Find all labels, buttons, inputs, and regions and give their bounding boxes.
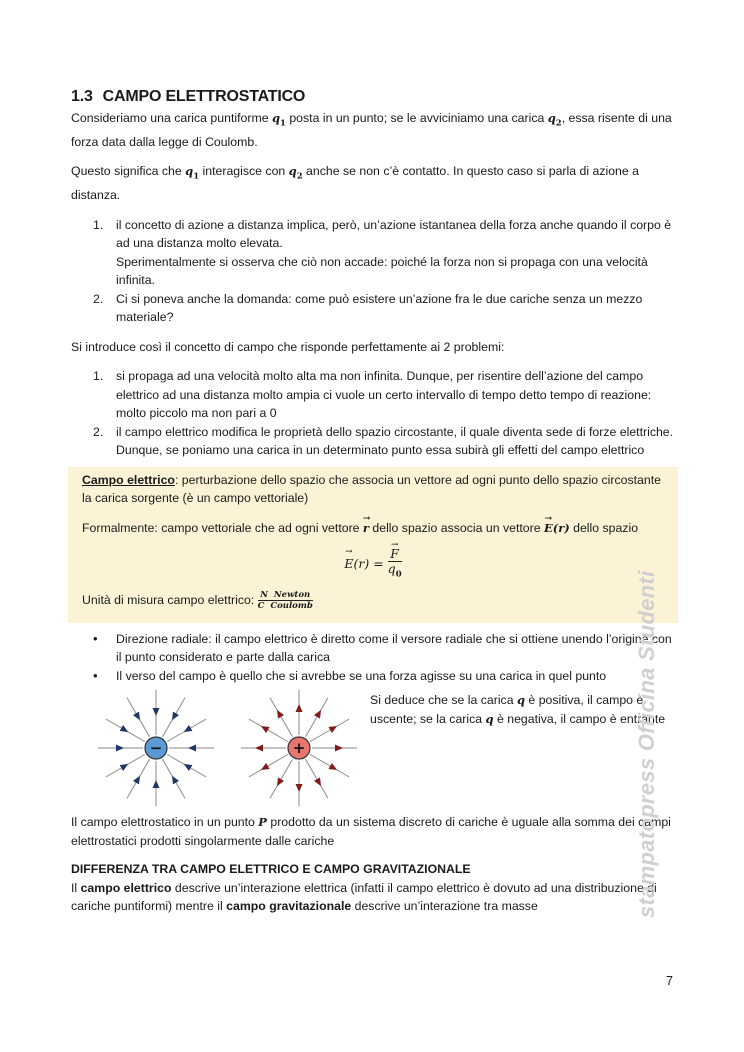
list-number: 1. <box>93 369 104 384</box>
text: , essa risente di una forza data dalla legge di Coulomb. <box>71 111 672 149</box>
negative-charge-field-diagram <box>93 688 219 808</box>
positive-charge-sign: + <box>292 739 306 758</box>
negative-arrowhead <box>184 764 193 771</box>
numerator <box>388 547 402 562</box>
numbered-list-solutions <box>71 367 675 460</box>
text: descrive un’interazione elettrica (infatti il campo elettrico è dovuto ad una distribuzione di cariche puntiformi) mentre il <box>71 880 657 914</box>
positive-field-line <box>249 755 288 778</box>
text: è positiva, il campo è uscente; se la carica <box>370 693 644 726</box>
positive-arrowhead <box>277 778 284 787</box>
positive-arrowhead <box>314 778 321 787</box>
positive-arrowhead <box>328 763 337 770</box>
numerator: N Newton <box>258 590 313 601</box>
positive-arrowhead <box>296 704 303 712</box>
text: prodotto da un sistema discreto di cariche è uguale alla somma dei campi elettrostatici prodotti singolarmente dalle cariche <box>71 815 671 848</box>
definition-text <box>82 471 664 508</box>
subsection-title: DIFFERENZA TRA CAMPO ELETTRICO E CAMPO GRAVITAZIONALE <box>71 862 471 877</box>
E: → E <box>544 519 553 538</box>
negative-arrowhead <box>116 745 124 752</box>
list-number: 1. <box>93 217 104 232</box>
text: Il campo elettrostatico in un punto <box>71 815 259 830</box>
text: interagisce con <box>199 164 289 179</box>
list-text: il concetto di azione a distanza implica, però, un’azione istantanea della forza anche quando il corpo è ad una distanza molto elevata. <box>116 217 672 251</box>
negative-arrowhead <box>153 708 160 716</box>
q: q <box>288 164 297 179</box>
positive-field-line <box>310 755 349 778</box>
q: q <box>387 561 396 577</box>
paragraph-action-at-distance <box>71 162 675 204</box>
sub: 1 <box>280 118 286 129</box>
bold-term: campo gravitazionale <box>226 899 352 914</box>
paragraph-superposition <box>71 813 675 850</box>
paragraph-intro <box>71 109 675 151</box>
list-text: Sperimentalmente si osserva che ciò non accade: poiché la forza non si propaga con una velocità infinita. <box>116 254 648 288</box>
positive-arrowhead <box>277 710 284 719</box>
positive-field-line <box>310 719 349 742</box>
q: q <box>271 111 280 125</box>
bold-term: campo elettrico <box>80 880 172 895</box>
negative-arrowhead <box>133 776 140 785</box>
P: P <box>258 815 267 830</box>
q: q <box>485 711 494 726</box>
negative-arrowhead <box>153 780 160 788</box>
r: → r <box>363 519 369 538</box>
sub: 2 <box>555 118 562 129</box>
denominator <box>388 562 402 582</box>
field-figure <box>71 688 675 808</box>
bullet-list <box>71 630 675 686</box>
list-item: • Il verso del campo è quello che si avrebbe se una forza agisse su una carica in quel punto <box>71 667 675 686</box>
text: dello spazio associa un vettore <box>368 520 544 535</box>
positive-field-line <box>270 698 293 737</box>
negative-arrowhead <box>133 712 140 721</box>
section-heading <box>71 88 675 106</box>
positive-field-line <box>306 759 329 798</box>
unit-fraction <box>258 590 313 611</box>
negative-arrowhead <box>120 725 129 732</box>
list-text: si propaga ad una velocità molto alta ma non infinita. Dunque, per risentire dell’azione del campo elettrico ad una distanza molto ampia ci vuole un certo intervallo di tempo detto tempo di reazione: molto piccolo ma non pari a 0 <box>116 369 652 421</box>
page-number: 7 <box>666 974 673 988</box>
positive-field-line <box>270 759 293 798</box>
text: dello spazio <box>569 520 639 535</box>
section-number: 1.3 <box>71 88 93 105</box>
list-item: • Direzione radiale: il campo elettrico è diretto come il versore radiale che si ottiene unendo l’origine con il punto considerato e parte dalla carica <box>71 630 675 667</box>
text: descrive un’interazione tra masse <box>351 899 538 914</box>
text: Unità di misura campo elettrico: <box>82 592 258 607</box>
negative-arrowhead <box>172 776 179 785</box>
text: : perturbazione dello spazio che associa un vettore ad ogni punto dello spazio circostante la carica sorgente (è un campo vettoriale) <box>82 472 661 506</box>
paragraph-comparison <box>71 879 675 916</box>
E: → E <box>344 556 353 571</box>
positive-arrowhead <box>261 763 270 770</box>
positive-arrowhead <box>296 784 303 792</box>
F: → F <box>390 547 399 561</box>
list-item <box>71 423 675 460</box>
positive-field-line <box>306 698 329 737</box>
positive-arrowhead <box>335 745 343 752</box>
q: q <box>547 111 556 125</box>
text: è negativa, il campo è entrante <box>493 711 666 726</box>
unit-line <box>82 590 664 611</box>
fraction <box>388 547 402 582</box>
figure-caption <box>370 691 675 728</box>
equals: = <box>369 555 388 571</box>
q: q <box>516 693 526 708</box>
text: posta in un punto; se le avviciniamo una carica <box>285 111 548 125</box>
text: Questo significa che <box>71 164 186 179</box>
text: Il <box>71 880 81 895</box>
text: Formalmente: campo vettoriale che ad ogni vettore <box>82 520 363 535</box>
math-E-vector <box>544 521 570 535</box>
section-title: CAMPO ELETTROSTATICO <box>102 88 306 105</box>
positive-field-line <box>249 719 288 742</box>
positive-arrowhead <box>261 726 270 733</box>
math-r-vector <box>363 521 369 535</box>
list-item <box>71 367 675 423</box>
positive-arrowhead <box>328 726 337 733</box>
sub: 1 <box>193 171 200 182</box>
formal-definition <box>82 519 664 538</box>
negative-arrowhead <box>120 764 129 771</box>
publisher-watermark: stampatopress Officina Studenti <box>634 570 659 918</box>
math-q1 <box>185 164 200 182</box>
arg: (r) <box>552 520 570 535</box>
list-item <box>71 290 675 327</box>
sub: 0 <box>395 569 402 580</box>
text: anche se non c’è contatto. In questo caso si parla di azione a distanza. <box>71 164 639 203</box>
list-text: il campo elettrico modifica le proprietà dello spazio circostante, il quale diventa sede di forze elettriche. Dunque, se poniamo una carica in un determinato punto essa subirà gli effetti del campo elettrico <box>116 424 674 458</box>
positive-charge-field-diagram <box>236 688 362 808</box>
definition-term: Campo elettrico <box>82 472 175 487</box>
text: Consideriamo una carica puntiforme <box>71 111 272 125</box>
negative-arrowhead <box>184 725 193 732</box>
negative-arrowhead <box>188 745 196 752</box>
math-q2 <box>547 111 562 129</box>
sub: 2 <box>296 171 303 182</box>
list-text: Ci si poneva anche la domanda: come può esistere un’azione fra le due cariche senza un mezzo materiale? <box>116 291 643 325</box>
math-q2 <box>288 164 303 182</box>
text: Si deduce che se la carica <box>370 693 517 708</box>
field-formula <box>82 547 664 582</box>
definition-box <box>68 467 678 623</box>
positive-arrowhead <box>314 710 321 719</box>
math-q1 <box>271 111 286 129</box>
q: q <box>185 164 194 179</box>
list-number: 2. <box>93 424 104 439</box>
denominator: C Coulomb <box>257 600 313 611</box>
positive-arrowhead <box>255 745 263 752</box>
arg: (r) <box>353 555 370 571</box>
negative-charge-sign: − <box>149 739 163 758</box>
numbered-list-problems <box>71 216 675 327</box>
page-content <box>71 88 675 916</box>
list-item <box>71 216 675 290</box>
paragraph-field-concept: Si introduce così il concetto di campo che risponde perfettamente ai 2 problemi: <box>71 339 505 354</box>
negative-arrowhead <box>172 712 179 721</box>
list-number: 2. <box>93 291 104 306</box>
